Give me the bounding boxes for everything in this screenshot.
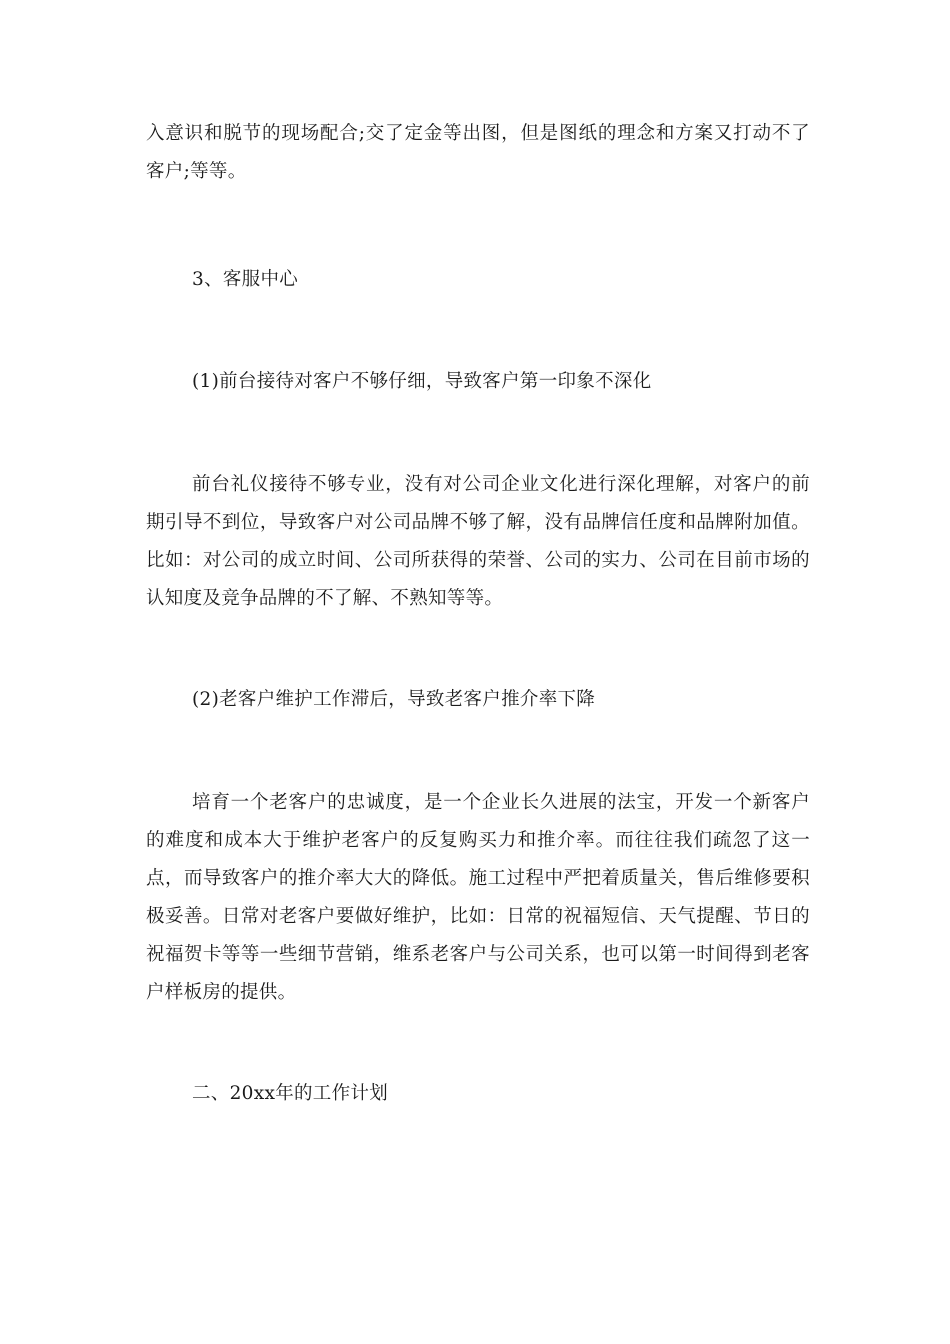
section-3-heading: 3、客服中心 <box>192 269 299 290</box>
intro-paragraph: 入意识和脱节的现场配合;交了定金等出图，但是图纸的理念和方案又打动不了客户;等等。 <box>146 123 810 182</box>
item-1-heading: (1)前台接待对客户不够仔细，导致客户第一印象不深化 <box>192 371 652 392</box>
item-2-body: 培育一个老客户的忠诚度，是一个企业长久进展的法宝，开发一个新客户的难度和成本大于维护老客户的反复购买力和推介率。而往往我们疏忽了这一点，而导致客户的推介率大大的降低。施工过程中严把着质量关，售后维修要积极妥善。日常对老客户要做好维护，比如：日常的祝福短信、天气提醒、节日的祝福贺卡等等一些细节营销，维系老客户与公司关系，也可以第一时间得到老客户样板房的提供。 <box>146 792 810 1003</box>
item-2-heading: (2)老客户维护工作滞后，导致老客户推介率下降 <box>192 689 596 710</box>
part-2-heading: 二、20xx年的工作计划 <box>192 1083 389 1104</box>
item-1-body: 前台礼仪接待不够专业，没有对公司企业文化进行深化理解，对客户的前期引导不到位，导致客户对公司品牌不够了解，没有品牌信任度和品牌附加值。比如：对公司的成立时间、公司所获得的荣誉、公司的实力、公司在目前市场的认知度及竞争品牌的不了解、不熟知等等。 <box>146 474 810 609</box>
